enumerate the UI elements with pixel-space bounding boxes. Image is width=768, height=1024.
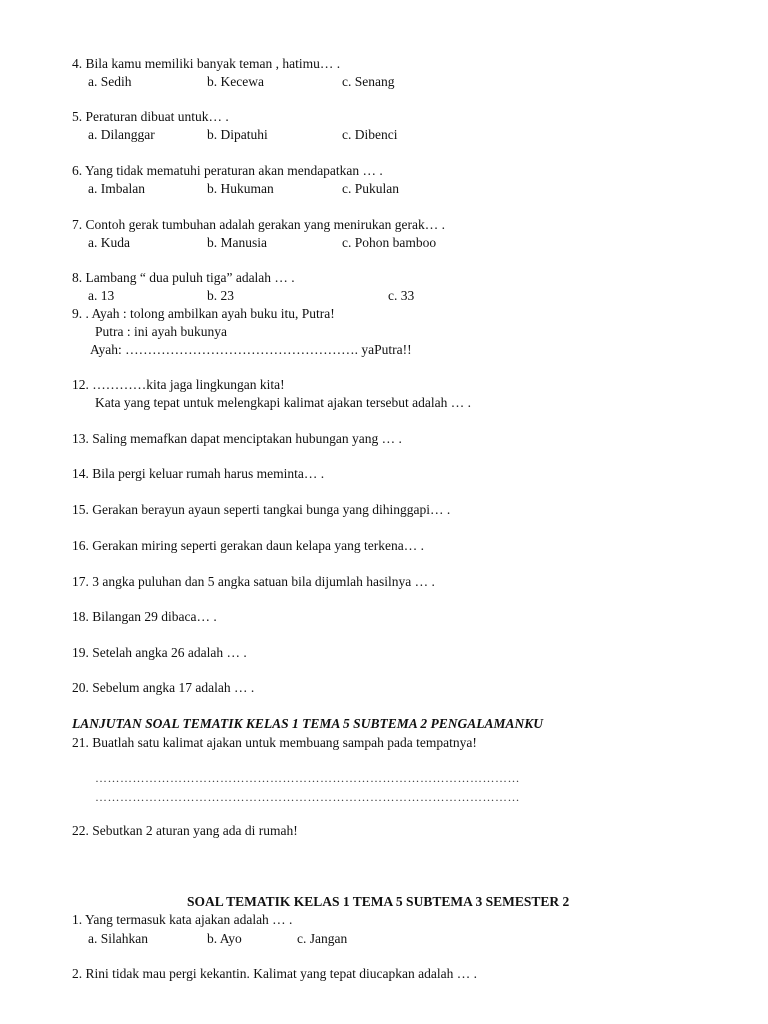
subtema3-question-1-option-c: c. Jangan [297,931,348,946]
answer-line-1: ………………………………………………………………………………………… [95,771,520,785]
section-heading-subtema-2: LANJUTAN SOAL TEMATIK KELAS 1 TEMA 5 SUBTEMA 2 PENGALAMANKU [72,716,543,731]
question-9-line-2: Putra : ini ayah bukunya [95,324,227,339]
question-8: 8. Lambang “ dua puluh tiga” adalah … . [72,270,295,285]
question-5: 5. Peraturan dibuat untuk… . [72,109,229,124]
question-7-option-a: a. Kuda [88,235,130,250]
question-4-option-a: a. Sedih [88,74,132,89]
section-heading-subtema-3: SOAL TEMATIK KELAS 1 TEMA 5 SUBTEMA 3 SEMESTER 2 [187,894,570,909]
question-7-option-c: c. Pohon bamboo [342,235,437,250]
question-5-option-b: b. Dipatuhi [207,127,268,142]
question-8-option-c: c. 33 [388,288,415,303]
subtema3-question-1-option-b: b. Ayo [207,931,242,946]
question-6: 6. Yang tidak mematuhi peraturan akan mendapatkan … . [72,163,383,178]
subtema3-question-1: 1. Yang termasuk kata ajakan adalah … . [72,912,293,927]
question-4-option-c: c. Senang [342,74,395,89]
question-6-option-c: c. Pukulan [342,181,399,196]
question-14: 14. Bila pergi keluar rumah harus meminta… . [72,466,325,481]
question-9-line-1: 9. . Ayah : tolong ambilkan ayah buku itu, Putra! [72,306,335,321]
subtema3-question-2: 2. Rini tidak mau pergi kekantin. Kalimat yang tepat diucapkan adalah … . [72,966,478,981]
question-21: 21. Buatlah satu kalimat ajakan untuk membuang sampah pada tempatnya! [72,735,477,750]
question-7: 7. Contoh gerak tumbuhan adalah gerakan yang menirukan gerak… . [72,217,446,232]
question-12-line-1: 12. …………kita jaga lingkungan kita! [72,377,285,392]
question-9-line-3: Ayah: ……………………………………………. yaPutra!! [90,342,412,357]
question-13: 13. Saling memafkan dapat menciptakan hubungan yang … . [72,431,402,446]
answer-line-2: ………………………………………………………………………………………… [95,790,520,804]
question-19: 19. Setelah angka 26 adalah … . [72,645,247,660]
question-15: 15. Gerakan berayun ayaun seperti tangkai bunga yang dihinggapi… . [72,502,451,517]
question-6-option-a: a. Imbalan [88,181,145,196]
question-7-option-b: b. Manusia [207,235,267,250]
question-12-line-2: Kata yang tepat untuk melengkapi kalimat ajakan tersebut adalah … . [95,395,471,410]
question-6-option-b: b. Hukuman [207,181,274,196]
question-16: 16. Gerakan miring seperti gerakan daun kelapa yang terkena… . [72,538,424,553]
question-8-option-a: a. 13 [88,288,115,303]
subtema3-question-1-option-a: a. Silahkan [88,931,148,946]
question-5-option-a: a. Dilanggar [88,127,155,142]
question-5-option-c: c. Dibenci [342,127,398,142]
question-4-option-b: b. Kecewa [207,74,264,89]
question-17: 17. 3 angka puluhan dan 5 angka satuan bila dijumlah hasilnya … . [72,574,435,589]
question-18: 18. Bilangan 29 dibaca… . [72,609,217,624]
question-20: 20. Sebelum angka 17 adalah … . [72,680,255,695]
question-22: 22. Sebutkan 2 aturan yang ada di rumah! [72,823,298,838]
question-8-option-b: b. 23 [207,288,234,303]
question-4: 4. Bila kamu memiliki banyak teman , hatimu… . [72,56,341,71]
